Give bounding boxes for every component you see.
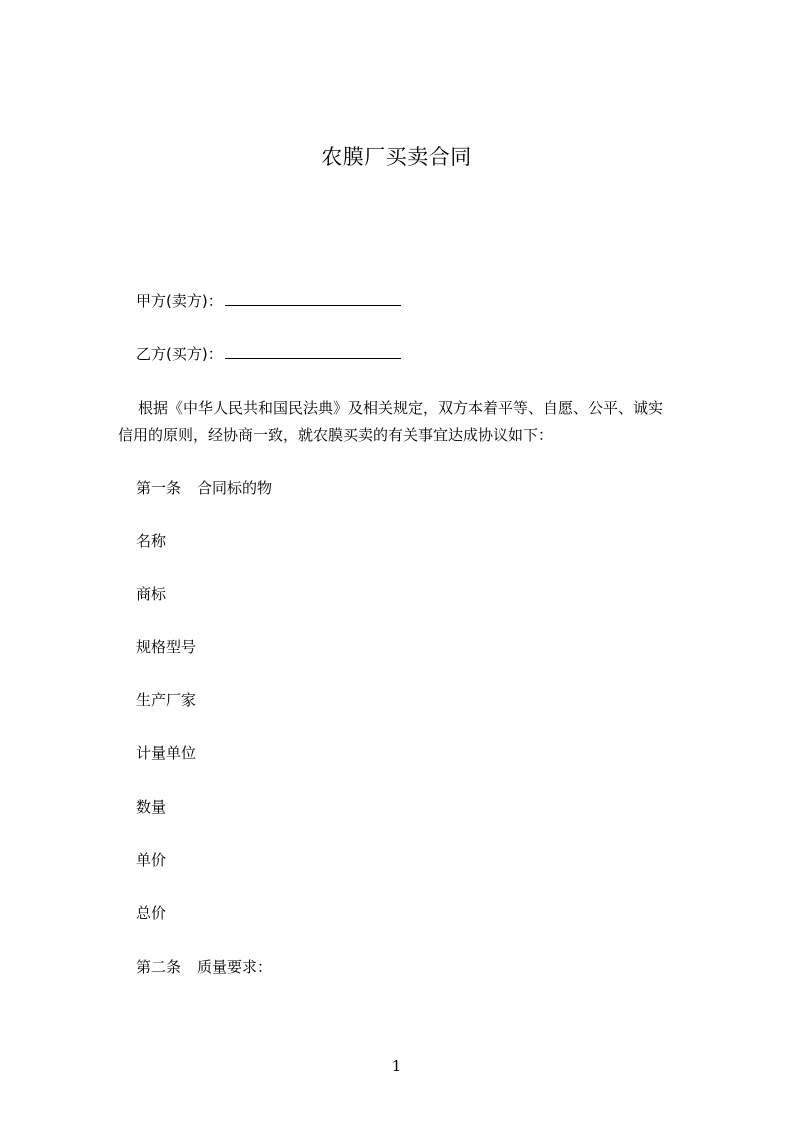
- article-2-title: 质量要求：: [197, 958, 273, 976]
- party-b-line: [136, 344, 401, 364]
- field-trademark: 商标: [136, 585, 167, 603]
- intro-line-2: 信用的原则，经协商一致，就农膜买卖的有关事宜达成协议如下：: [118, 426, 554, 444]
- party-b-label: 乙方(买方)：: [136, 345, 223, 363]
- field-spec-model: 规格型号: [136, 638, 197, 656]
- article-2-number: 第二条: [136, 958, 182, 976]
- party-a-blank: [225, 291, 401, 306]
- article-2-heading: [136, 957, 272, 977]
- document-title: 农膜厂买卖合同: [321, 145, 472, 169]
- field-manufacturer: 生产厂家: [136, 691, 197, 709]
- intro-line-1: 根据《中华人民共和国民法典》及相关规定，双方本着平等、自愿、公平、诚实: [138, 399, 664, 417]
- party-b-blank: [225, 344, 401, 359]
- party-a-line: [136, 291, 401, 311]
- party-a-label: 甲方(卖方)：: [136, 292, 223, 310]
- article-1-title: 合同标的物: [197, 479, 273, 497]
- article-1-heading: [136, 478, 272, 498]
- field-name: 名称: [136, 532, 167, 550]
- field-total-price: 总价: [136, 904, 167, 922]
- field-unit-price: 单价: [136, 851, 167, 869]
- field-quantity: 数量: [136, 798, 167, 816]
- article-1-number: 第一条: [136, 479, 182, 497]
- intro-paragraph: [118, 395, 718, 449]
- field-unit: 计量单位: [136, 744, 197, 762]
- page-number: 1: [391, 1057, 402, 1075]
